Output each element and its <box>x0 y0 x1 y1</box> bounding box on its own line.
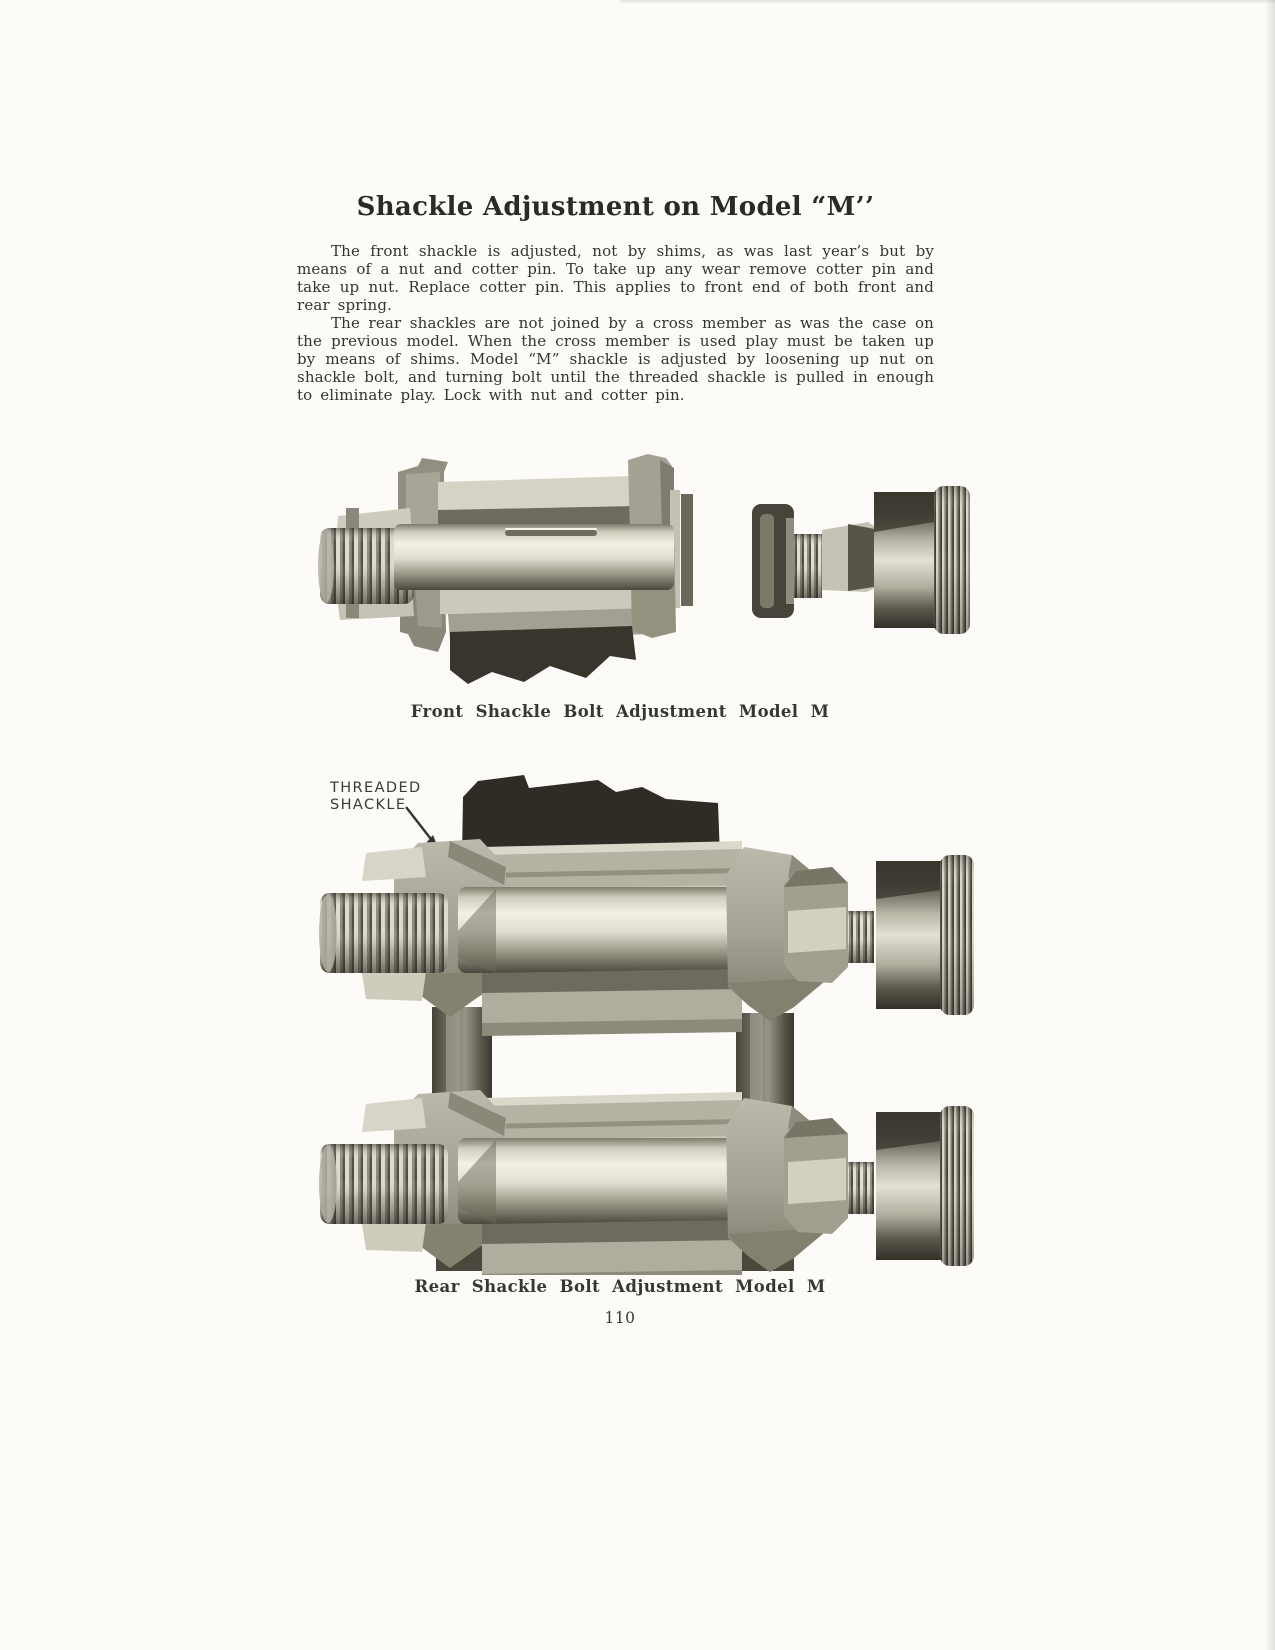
page-number: 110 <box>604 1309 636 1327</box>
figure-front-shackle <box>300 420 980 702</box>
rear-shackle-illustration <box>300 735 980 1275</box>
paragraph-front-shackle: The front shackle is adjusted, not by shims, as was last year’s but by means of a nut and cotter pin. To take up any wear remove cotter pin and take up nut. Replace cotter pin. This applies to front end of both front and rear spring. <box>297 242 934 314</box>
figure-rear-shackle <box>300 735 980 1275</box>
bolt-shaft <box>394 524 674 590</box>
threaded-shackle-label-line2: SHACKLE <box>330 796 407 813</box>
front-shackle-illustration <box>300 420 980 702</box>
figure-caption-rear: Rear Shackle Bolt Adjustment Model M <box>414 1277 826 1296</box>
knurled-adjusting-knob <box>874 486 970 634</box>
body-text <box>297 242 934 404</box>
scan-edge-shadow-right <box>1265 0 1275 1650</box>
lower-shackle-bolt <box>319 1090 974 1275</box>
page-title: Shackle Adjustment on Model “M’’ <box>356 192 875 222</box>
figure-caption-front: Front Shackle Bolt Adjustment Model M <box>410 702 830 721</box>
paragraph-rear-shackle: The rear shackles are not joined by a cross member as was the case on the previous model. When the cross member is used play must be taken up by means of shims. Model “M” shackle is adjusted by loosening up nut on shackle bolt, and turning bolt until the threaded shackle is pulled in enough to eliminate play. Lock with nut and cotter pin. <box>297 314 934 404</box>
leaf-spring-shadow <box>450 626 636 684</box>
bolt-head-block <box>822 522 880 592</box>
threaded-shackle-label-line1: THREADED <box>330 780 422 796</box>
lock-nut <box>752 504 794 618</box>
scan-edge-shadow-top <box>620 0 1275 4</box>
upper-shackle-bolt <box>319 839 974 1036</box>
adjusting-bolt-threads <box>794 534 822 598</box>
